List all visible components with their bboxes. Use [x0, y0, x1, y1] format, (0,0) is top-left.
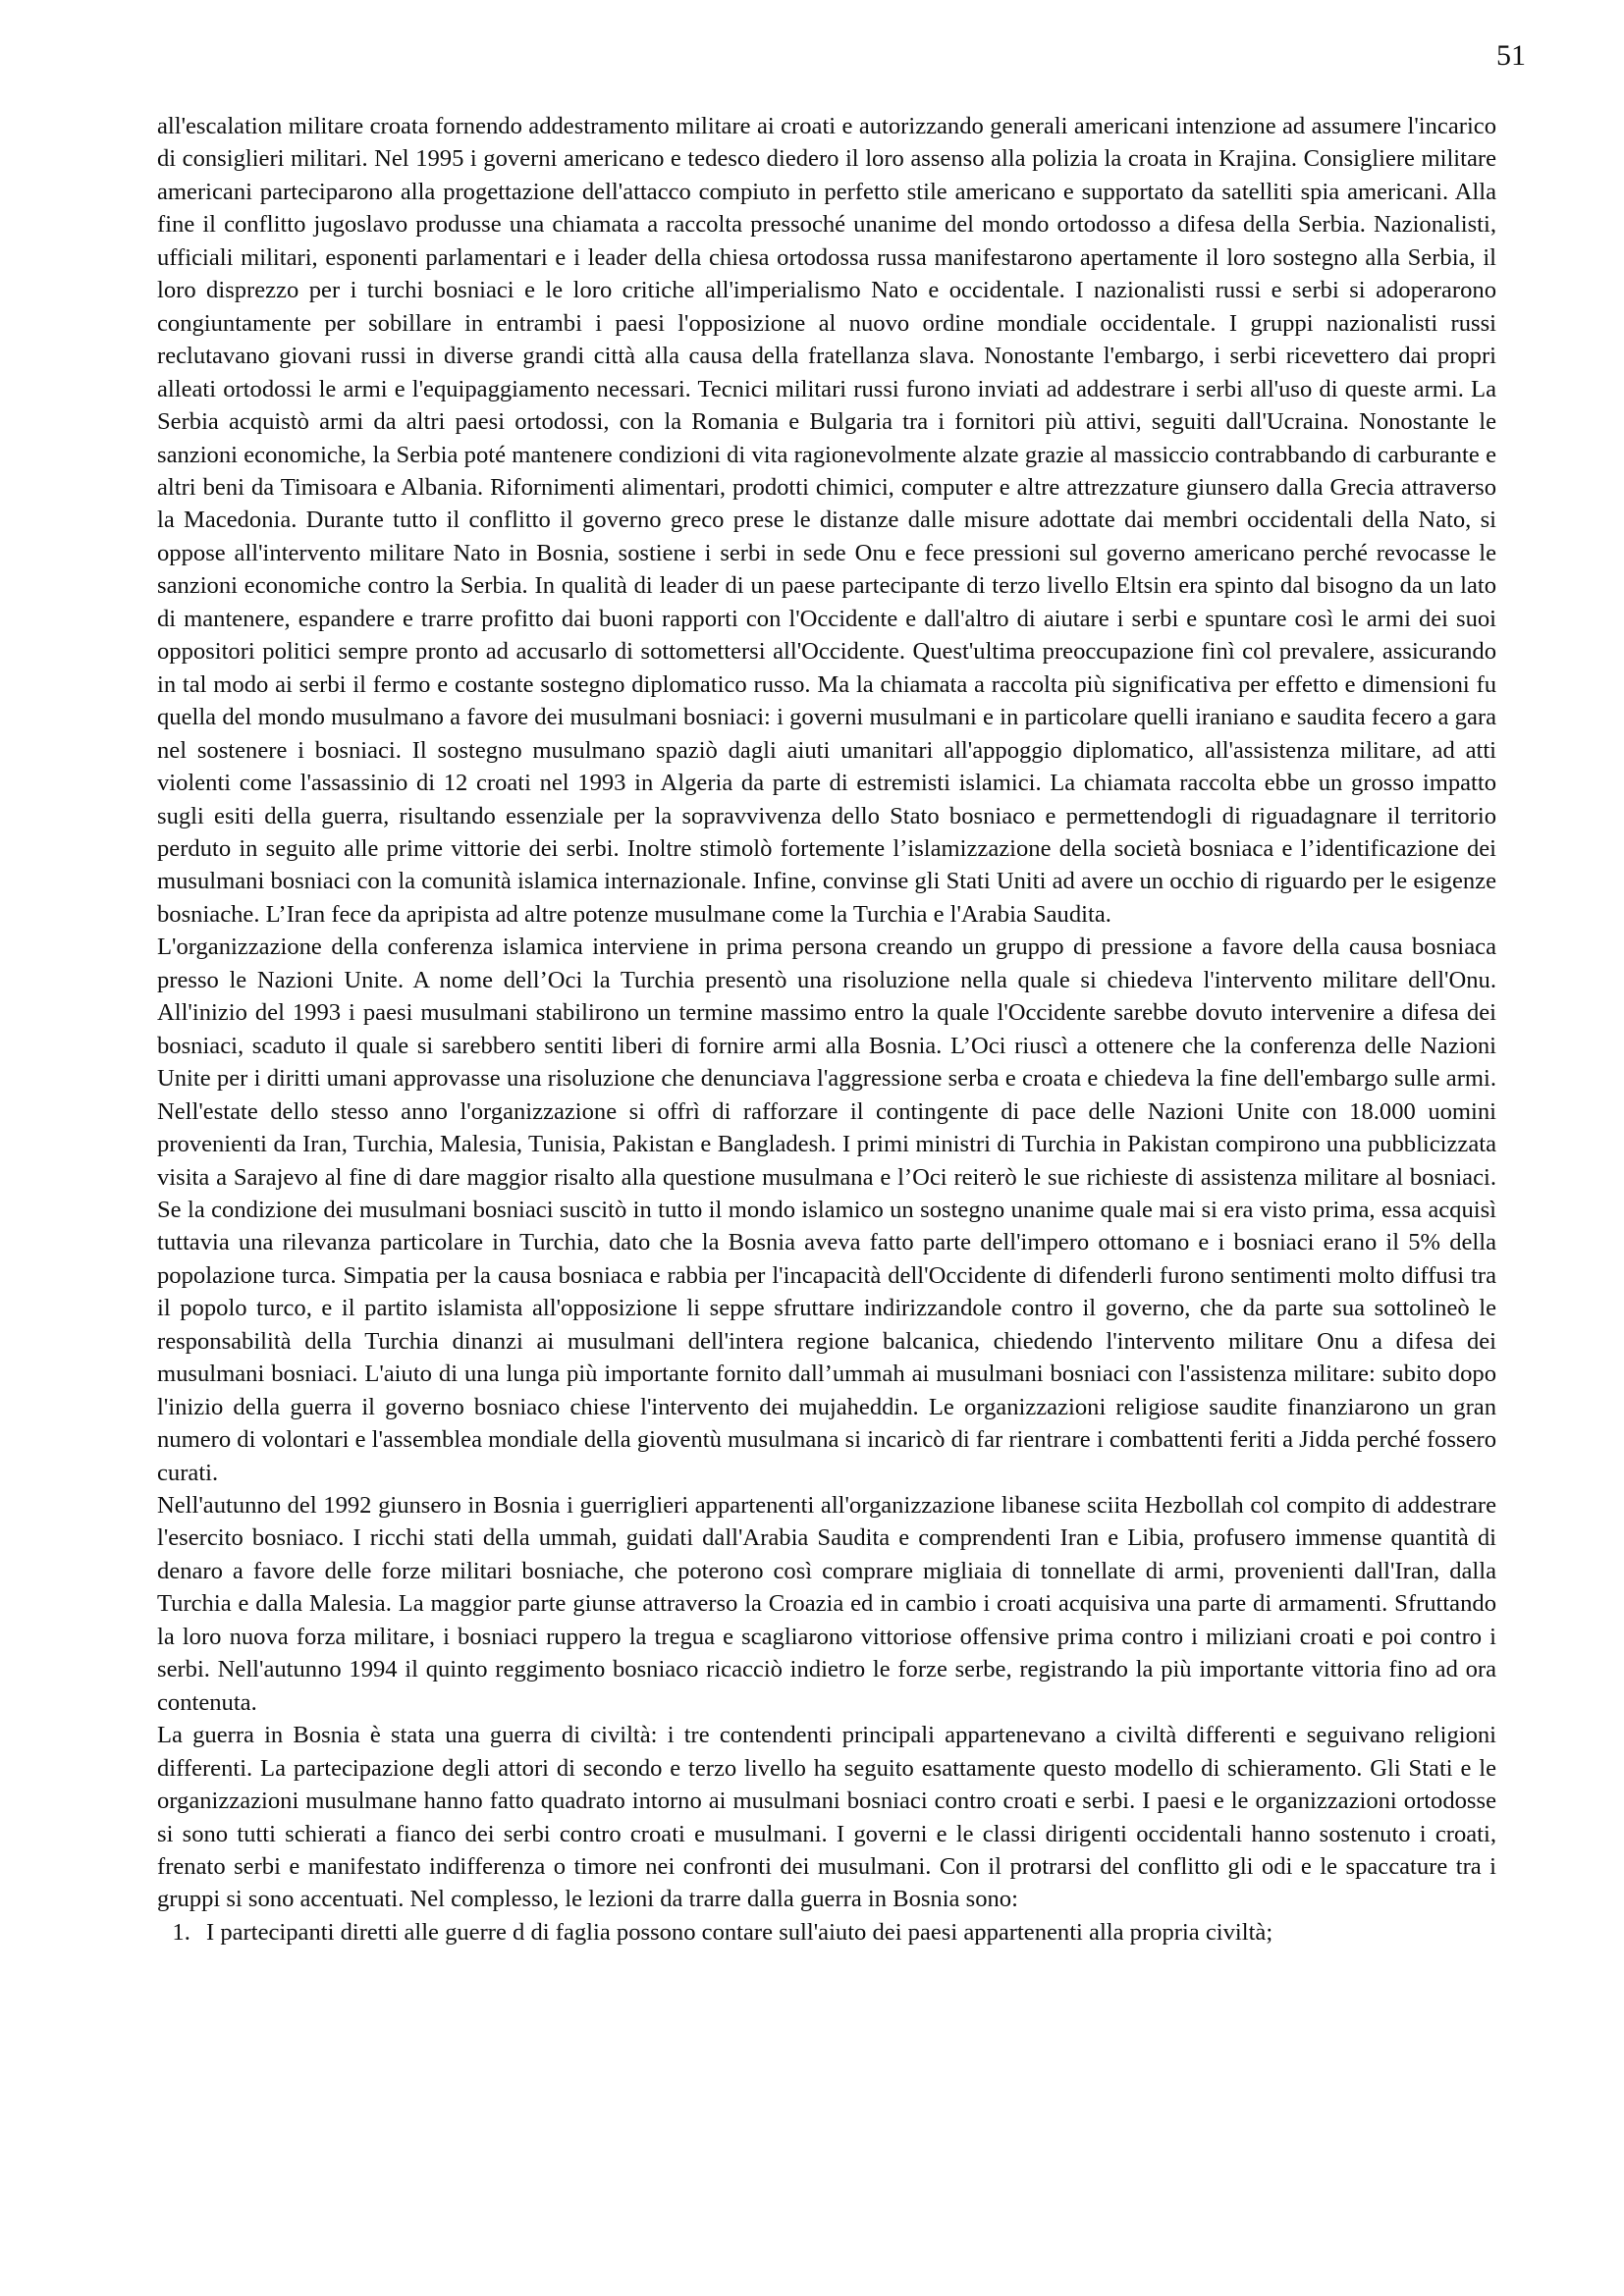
document-body — [157, 110, 1496, 1949]
numbered-list — [157, 1916, 1496, 1949]
page-number: 51 — [1496, 39, 1526, 72]
paragraph: Nell'autunno del 1992 giunsero in Bosnia i guerriglieri appartenenti all'organizzazione libanese sciita Hezbollah col compito di addestrare l'esercito bosniaco. I ricchi stati della ummah, guidati dall'Arabia Saudita e comprendenti Iran e Libia, profusero immense quantità di denaro a favore delle forze militari bosniache, che poterono così comprare migliaia di tonnellate di armi, provenienti dall'Iran, dalla Turchia e dalla Malesia. La maggior parte giunse attraverso la Croazia ed in cambio i croati acquisiva una parte di armamenti. Sfruttando la loro nuova forza militare, i bosniaci ruppero la tregua e scagliarono vittoriose offensive prima contro i miliziani croati e poi contro i serbi. Nell'autunno 1994 il quinto reggimento bosniaco ricacciò indietro le forze serbe, registrando la più importante vittoria fino ad ora contenuta. — [157, 1492, 1496, 1716]
paragraph: all'escalation militare croata fornendo addestramento militare ai croati e autorizzando generali americani intenzione ad assumere l'incarico di consiglieri militari. Nel 1995 i governi americano e tedesco diedero il loro assenso alla polizia la croata in Krajina. Consigliere militare americani parteciparono alla progettazione dell'attacco compiuto in perfetto stile americano e supportato da satelliti spia americani. Alla fine il conflitto jugoslavo produsse una chiamata a raccolta pressoché unanime del mondo ortodosso a difesa della Serbia. Nazionalisti, ufficiali militari, esponenti parlamentari e i leader della chiesa ortodossa russa manifestarono apertamente il loro sostegno alla Serbia, il loro disprezzo per i turchi bosniaci e le loro critiche all'imperialismo Nato e occidentale. I nazionalisti russi e serbi si adoperarono congiuntamente per sobillare in entrambi i paesi l'opposizione al nuovo ordine mondiale occidentale. I gruppi nazionalisti russi reclutavano giovani russi in diverse grandi città alla causa della fratellanza slava. Nonostante l'embargo, i serbi ricevettero dai propri alleati ortodossi le armi e l'equipaggiamento necessari. Tecnici militari russi furono inviati ad addestrare i serbi all'uso di queste armi. La Serbia acquistò armi da altri paesi ortodossi, con la Romania e Bulgaria tra i fornitori più attivi, seguiti dall'Ucraina. Nonostante le sanzioni economiche, la Serbia poté mantenere condizioni di vita ragionevolmente alzate grazie al massiccio contrabbando di carburante e altri beni da Timisoara e Albania. Rifornimenti alimentari, prodotti chimici, computer e altre attrezzature giunsero dalla Grecia attraverso la Macedonia. Durante tutto il conflitto il governo greco prese le distanze dalle misure adottate dai membri occidentali della Nato, si oppose all'intervento militare Nato in Bosnia, sostiene i serbi in sede Onu e fece pressioni sul governo americano perché revocasse le sanzioni economiche contro la Serbia. In qualità di leader di un paese partecipante di terzo livello Eltsin era spinto dal bisogno da un lato di mantenere, espandere e trarre profitto dai buoni rapporti con l'Occidente e dall'altro di aiutare i serbi e spuntare così le armi dei suoi oppositori politici sempre pronto ad accusarlo di sottomettersi all'Occidente. Quest'ultima preoccupazione finì col prevalere, assicurando in tal modo ai serbi il fermo e costante sostegno diplomatico russo. Ma la chiamata a raccolta più significativa per effetto e dimensioni fu quella del mondo musulmano a favore dei musulmani bosniaci: i governi musulmani e in particolare quelli iraniano e saudita fecero a gara nel sostenere i bosniaci. Il sostegno musulmano spaziò dagli aiuti umanitari all'appoggio diplomatico, all'assistenza militare, ad atti violenti come l'assassinio di 12 croati nel 1993 in Algeria da parte di estremisti islamici. La chiamata raccolta ebbe un grosso impatto sugli esiti della guerra, risultando essenziale per la sopravvivenza dello Stato bosniaco e permettendogli di riguadagnare il territorio perduto in seguito alle prime vittorie dei serbi. Inoltre stimolò fortemente l’islamizzazione della società bosniaca e l’identificazione dei musulmani bosniaci con la comunità islamica internazionale. Infine, convinse gli Stati Uniti ad avere un occhio di riguardo per le esigenze bosniache. L’Iran fece da apripista ad altre potenze musulmane come la Turchia e l'Arabia Saudita. — [157, 113, 1496, 928]
paragraph: La guerra in Bosnia è stata una guerra di civiltà: i tre contendenti principali appartenevano a civiltà differenti e seguivano religioni differenti. La partecipazione degli attori di secondo e terzo livello ha seguito esattamente questo modello di schieramento. Gli Stati e le organizzazioni musulmane hanno fatto quadrato intorno ai musulmani bosniaci contro croati e serbi. I paesi e le organizzazioni ortodosse si sono tutti schierati a fianco dei serbi contro croati e musulmani. I governi e le classi dirigenti occidentali hanno sostenuto i croati, frenato serbi e manifestato indifferenza o timore nei confronti dei musulmani. Con il protrarsi del conflitto gli odi e le spaccature tra i gruppi si sono accentuati. Nel complesso, le lezioni da trarre dalla guerra in Bosnia sono: — [157, 1722, 1496, 1913]
list-item: 1. I partecipanti diretti alle guerre d di faglia possono contare sull'aiuto dei paesi appartenenti alla propria civiltà; — [196, 1916, 1496, 1949]
paragraph: L'organizzazione della conferenza islamica interviene in prima persona creando un gruppo di pressione a favore della causa bosniaca presso le Nazioni Unite. A nome dell’Oci la Turchia presentò una risoluzione nella quale si chiedeva l'intervento militare dell'Onu. All'inizio del 1993 i paesi musulmani stabilirono un termine massimo entro la quale l'Occidente sarebbe dovuto intervenire a difesa dei bosniaci, scaduto il quale si sarebbero sentiti liberi di fornire armi alla Bosnia. L’Oci riuscì a ottenere che la conferenza delle Nazioni Unite per i diritti umani approvasse una risoluzione che denunciava l'aggressione serba e croata e chiedeva la fine dell'embargo sulle armi. Nell'estate dello stesso anno l'organizzazione si offrì di rafforzare il contingente di pace delle Nazioni Unite con 18.000 uomini provenienti da Iran, Turchia, Malesia, Tunisia, Pakistan e Bangladesh. I primi ministri di Turchia in Pakistan compirono una pubblicizzata visita a Sarajevo al fine di dare maggior risalto alla questione musulmana e l’Oci reiterò le sue richieste di assistenza militare al bosniaci. Se la condizione dei musulmani bosniaci suscitò in tutto il mondo islamico un sostegno unanime quale mai si era visto prima, essa acquisì tuttavia una rilevanza particolare in Turchia, dato che la Bosnia aveva fatto parte dell'impero ottomano e i bosniaci erano il 5% della popolazione turca. Simpatia per la causa bosniaca e rabbia per l'incapacità dell'Occidente di difenderli furono sentimenti molto diffusi tra il popolo turco, e il partito islamista all'opposizione li seppe sfruttare indirizzandole contro il governo, che da parte sua sottolineò le responsabilità della Turchia dinanzi ai musulmani dell'intera regione balcanica, chiedendo l'intervento militare Onu a difesa dei musulmani bosniaci. L'aiuto di una lunga più importante fornito dall’ummah ai musulmani bosniaci con l'assistenza militare: subito dopo l'inizio della guerra il governo bosniaco chiese l'intervento dei mujaheddin. Le organizzazioni religiose saudite finanziarono un gran numero di volontari e l'assemblea mondiale della gioventù musulmana si incaricò di far rientrare i combattenti feriti a Jidda perché fossero curati. — [157, 934, 1496, 1486]
